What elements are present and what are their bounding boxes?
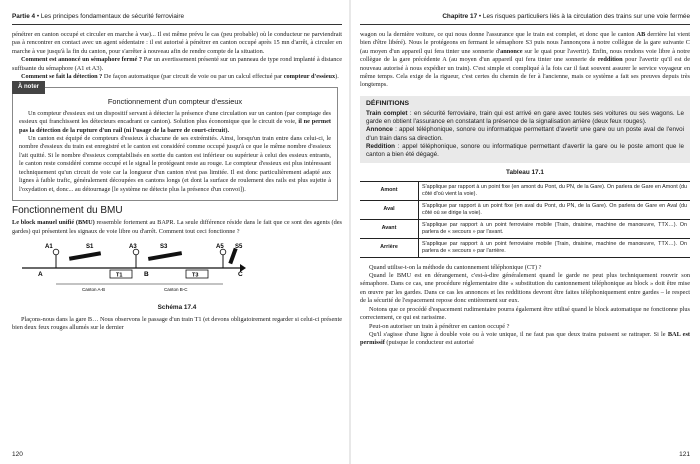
table-key-cell: Avant xyxy=(360,219,419,238)
left-header-part: Partie 4 xyxy=(12,13,36,20)
question-canton-occupe: Peut-on autoriser un train à pénétrer en canton occupé ? xyxy=(369,322,510,330)
paragraph-ct: Quand le BMU est en dérangement, c'est-à-dire généralement quand le garde ne peut plus techniquement rouvrir son sémaphore. Dans ce cas, une procédure réglementaire dite « substitution du cantonnement téléphonique au block » doit être mise en œuvre par les gardes. Dans ce cas les annonces et les redditions devront être faites téléphoniquement entre gardes – le respect de la sécurité de l'espacement repose donc entièrement sur eux. xyxy=(360,272,690,305)
label-t3: T3 xyxy=(192,272,199,279)
signal-s1-icon xyxy=(69,251,101,260)
left-page-number: 120 xyxy=(12,451,23,458)
canton-bc-label: Canton B-C xyxy=(164,287,188,293)
bmu-schema-diagram xyxy=(12,240,312,298)
station-b: B xyxy=(144,271,149,279)
left-header-title: • Les principes fondamentaux de sécurité ferroviaire xyxy=(35,13,185,20)
station-c: C xyxy=(238,271,243,279)
table-key-cell: Amont xyxy=(360,181,419,200)
schema-caption: Schéma 17.4 xyxy=(157,303,197,311)
table-value-cell: S'applique par rapport à un point fixe (en amont du Pont, du PN, de la Gare). On parlera de Gare en Amont (du côté d'où vient la voie). xyxy=(419,181,691,200)
right-body-text xyxy=(360,31,690,348)
note-box xyxy=(12,84,338,200)
right-paragraph-1: wagon ou la dernière voiture, ce qui nous donne l'assurance que le train est complet, et donc que le canton AB derrière lui vient bien d'être libéré). Nous le protégeons en fermant le sémaphore S3 puis nous l'annonçons à notre collègue de la gare suivante C (au moyen d'un appareil qui fera tinter une sonnerie d'annonce sur le quai pour l'avertir). Enfin, nous rendons voie libre à notre collègue de la gare précédente A (au moyen d'un appareil qui fera tinter une sonnerie de reddition pour l'avertir qu'il est de nouveau autorisé à nous expédier un train). C'est simple et compliqué à la fois car il faut souvent assurer le service voyageur en même temps. Cela exige de la rigueur, c'est certes du chemin de fer à l'ancienne, mais ce système a fait ses preuves depuis très longtemps. xyxy=(360,31,690,89)
outro-paragraph: Plaçons-nous dans la gare B… Nous observons le passage d'un train T1 (et devons obligatoirement regarder si celui-ci présente bien deux feux rouges allumés sur le dernier xyxy=(12,315,342,332)
signal-s3-icon xyxy=(148,251,182,261)
note-paragraph-1: Un compteur d'essieux est un dispositif servant à détecter la présence d'une circulation sur un canton (par comptage des essieux qui franchissent les détecteurs encadrant ce canton). Solution plus économique que le circuit de voie, il ne permet pas la détection de la rupture d'un rail (ni l'usage de la barre de court-circuit). xyxy=(19,109,331,134)
right-header-chapter: Chapitre 17 xyxy=(442,13,478,20)
label-s5: S5 xyxy=(235,244,243,251)
table-key-cell: Arrière xyxy=(360,238,419,257)
bmu-schema xyxy=(12,240,342,301)
right-page-number: 121 xyxy=(679,451,690,458)
question-paragraph-1: Comment est annoncé un sémaphore fermé ? Par un avertissement présenté sur un panneau de type rond implanté à distance suffisante du sémaphore (A1 et A3). xyxy=(12,56,342,72)
left-page xyxy=(12,0,342,464)
definition-item: Train complet : en sécurité ferroviaire, train qui est arrivé en gare avec toutes ses voitures ou ses wagons. Le garde en obtient l'assurance en constatant la présence de la signalisation arrière (deux feux rouges). xyxy=(366,110,684,126)
table-row xyxy=(360,200,690,219)
table-row xyxy=(360,219,690,238)
table-value-cell: S'applique par rapport à un point ferroviaire mobile (Train, draisine, machine de manœuvre, TTX…). On parlera de « secours » par l'arrière. xyxy=(419,238,691,257)
station-a: A xyxy=(38,271,43,279)
left-running-header xyxy=(12,0,342,25)
label-s3: S3 xyxy=(160,244,168,251)
direction-arrow-icon xyxy=(240,264,246,272)
signal-a5-icon xyxy=(220,249,226,255)
table-row xyxy=(360,238,690,257)
label-a1: A1 xyxy=(45,244,53,251)
canton-ab-label: Canton A-B xyxy=(82,287,106,293)
definitions-title: DÉFINITIONS xyxy=(366,99,410,107)
signal-s5-icon xyxy=(228,248,237,264)
definitions-table xyxy=(360,181,690,258)
table-row xyxy=(360,181,690,200)
section-title-bmu: Fonctionnement du BMU xyxy=(12,204,123,216)
note-tag: À noter xyxy=(12,81,45,93)
bmu-paragraph: Le block manuel unifié (BMU) ressemble fortement au BAPR. La seule différence réside dans le fait que ce sont des agents (des gardes) qui présentent les signaux de voie libre ou d'arrêt. Comment tout ceci fonctionne ? xyxy=(12,219,342,235)
table-key-cell: Aval xyxy=(360,200,419,219)
question-paragraph-2: Comment se fait la détection ? De façon automatique (par circuit de voie ou par un calcul effectué par compteur d'essieux). xyxy=(21,73,339,81)
label-a3: A3 xyxy=(129,244,137,251)
label-s1: S1 xyxy=(86,244,94,251)
question-ct: Quand utilise-t-on la méthode du cantonnement téléphonique (CT) ? xyxy=(369,263,542,271)
book-gutter xyxy=(349,0,351,464)
signal-a1-icon xyxy=(53,249,59,255)
label-a5: A5 xyxy=(216,244,224,251)
table-caption: Tableau 17.1 xyxy=(506,169,544,177)
right-running-header xyxy=(360,0,690,25)
definition-item: Annonce : appel téléphonique, sonore ou informatique permettant d'avertir une gare ou un poste aval de l'envoi d'un train dans sa direction. xyxy=(366,126,684,142)
right-page xyxy=(360,0,690,464)
table-value-cell: S'applique par rapport à un point ferroviaire mobile (Train, draisine, machine de manœuvre, TTX…). On parlera de « secours » par l'avant. xyxy=(419,219,691,238)
paragraph-notons: Notons que ce procédé d'espacement rudimentaire pourra également être utilisé quand le block automatique ne fonctionne plus correctement, ce qui est rarissime. xyxy=(360,305,690,322)
left-body-text xyxy=(12,31,342,333)
right-header-title: • Les risques particuliers liés à la circulation des trains sur une voie fermée xyxy=(477,13,690,20)
note-paragraph-2: Un canton est équipé de compteurs d'essieux à chacune de ses extrémités. Ainsi, lorsqu'un train entre dans celui-ci, le nombre d'essieux du train est enregistré et le canton est considéré comme occupé jusqu'à ce que le même nombre d'essieux l'ait quitté. Si le nombre d'essieux comptabilisés en sortie du canton est inférieur ou supérieur à celui des essieux entrants, le canton reste considéré comme occupé et le signal le protégeant reste au rouge. Le compteur d'essieux est plus intéressant techniquement qu'un circuit de voie car la longueur d'un canton n'est pas limitée. Il est donc particulièrement adapté aux lignes à faible trafic, généralement découpées en cantons longs (et dont la surface de roulement des rails est plus sujette à l'oxydation et, donc... au détournage [le système ne détecte plus la présence d'un convoi]). xyxy=(19,135,331,193)
paragraph-last: Qu'il s'agisse d'une ligne à double voie ou à voie unique, il ne faut pas que deux trains puissent se rattraper. Si le BAL est permissif (puisque le conducteur est autorisé xyxy=(360,330,690,347)
intro-paragraph: pénétrer en canton occupé et circuler en marche à vue)... Il est même prévu le cas (peu probable) où le conducteur ne parviendrait pas à rencontrer en contact avec un agent sédentaire : il est autorisé à pénétrer en canton occupé après 15 mn d'arrêt, à circuler en marche à vue jusqu'à la fin du canton, pour s'arrêter à nouveau afin de rendre compte de la situation. xyxy=(12,31,342,55)
definitions-box xyxy=(360,96,690,163)
note-title: Fonctionnement d'un compteur d'essieux xyxy=(107,97,243,107)
definition-item: Reddition : appel téléphonique, sonore ou informatique permettant d'avertir la gare ou le poste amont que le canton a bien été dégagé. xyxy=(366,142,684,159)
signal-a3-icon xyxy=(133,249,139,255)
label-t1: T1 xyxy=(116,272,123,279)
table-value-cell: S'applique par rapport à un point fixe (en aval du Pont, du PN, de la Gare). On parlera de Gare en Aval (du côté où se dirige la voie). xyxy=(419,200,691,219)
